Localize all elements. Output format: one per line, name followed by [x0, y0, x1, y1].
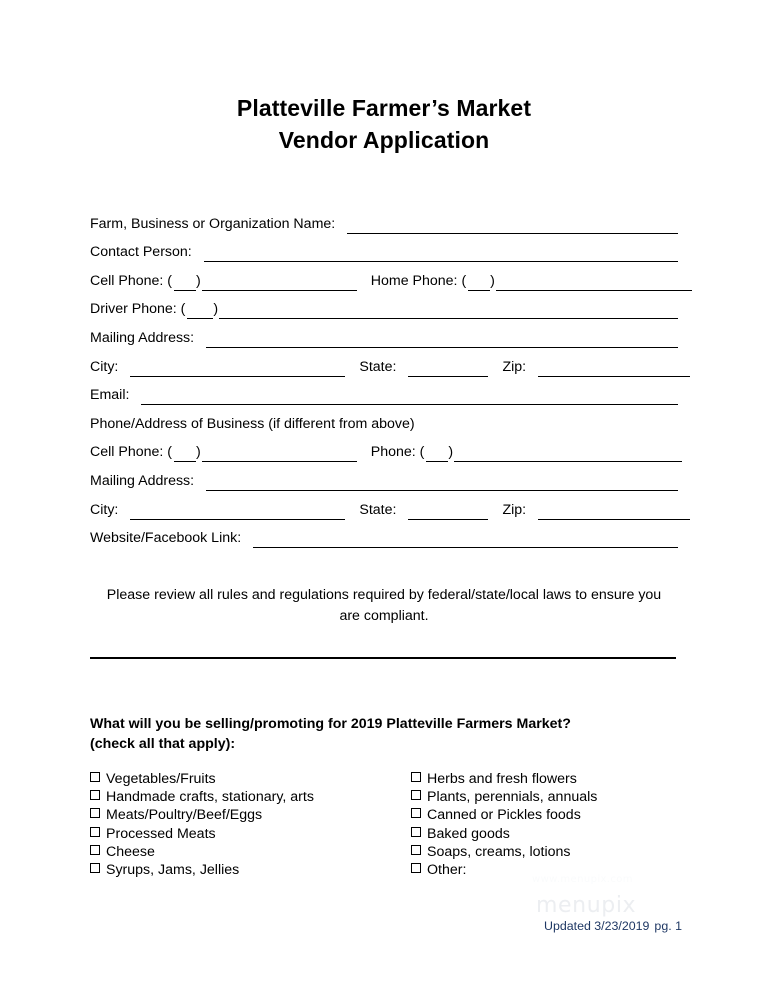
checkbox-label: Syrups, Jams, Jellies: [106, 861, 240, 878]
checkbox-icon[interactable]: [90, 863, 100, 873]
checkbox-label: Plants, perennials, annuals: [427, 789, 598, 806]
checkbox-item[interactable]: [411, 806, 678, 824]
checkbox-label: Other:: [427, 861, 467, 878]
label-business-phone-close-paren: ): [448, 444, 454, 461]
footer-note: [544, 918, 682, 934]
input-state[interactable]: [408, 362, 488, 377]
checkbox-item[interactable]: [90, 843, 384, 861]
checkbox-label: Meats/Poultry/Beef/Eggs: [106, 807, 263, 824]
input-website-facebook[interactable]: [253, 533, 678, 548]
checkbox-label: Cheese: [106, 843, 155, 860]
input-cell-phone[interactable]: [202, 276, 357, 291]
input-business-city[interactable]: [130, 505, 345, 520]
footer-updated-date: Updated 3/23/2019: [544, 919, 650, 933]
field-row-mailing-address: [90, 319, 678, 348]
checkbox-icon[interactable]: [90, 772, 100, 782]
label-home-phone: Home Phone: (: [370, 272, 467, 289]
label-email: Email:: [90, 387, 130, 404]
checkbox-icon[interactable]: [90, 790, 100, 800]
checkbox-item[interactable]: [90, 825, 384, 843]
label-driver-phone: Driver Phone: (: [90, 301, 186, 318]
input-business-phone-area-code[interactable]: [426, 447, 448, 462]
label-business-mailing-address: Mailing Address:: [90, 472, 195, 489]
checkbox-item[interactable]: [411, 843, 678, 861]
checkbox-icon[interactable]: [90, 827, 100, 837]
label-driver-phone-close-paren: ): [213, 301, 219, 318]
checkbox-icon[interactable]: [411, 808, 421, 818]
input-business-cell-area-code[interactable]: [174, 447, 196, 462]
page-title: [0, 92, 768, 156]
field-row-website-facebook: [90, 520, 678, 549]
field-row-organization-name: [90, 205, 678, 234]
checkbox-icon[interactable]: [90, 845, 100, 855]
label-cell-phone-close-paren: ): [196, 272, 201, 289]
checkbox-item[interactable]: [90, 770, 384, 788]
input-business-mailing-address[interactable]: [206, 476, 678, 491]
checkbox-item[interactable]: [411, 788, 678, 806]
input-home-phone-area-code[interactable]: [468, 276, 490, 291]
checkbox-item[interactable]: [411, 825, 678, 843]
field-row-cell-home-phone: [90, 262, 678, 291]
checkbox-icon[interactable]: [411, 863, 421, 873]
checkbox-label: Vegetables/Fruits: [106, 771, 216, 787]
label-home-phone-close-paren: ): [490, 272, 495, 289]
title-line-2: Vendor Application: [278, 127, 490, 153]
checkbox-label: Herbs and fresh flowers: [427, 771, 577, 787]
label-business-city: City:: [90, 501, 119, 518]
business-section-heading-text: Phone/Address of Business (if different from above): [90, 415, 415, 432]
input-organization-name[interactable]: [347, 219, 678, 234]
field-row-email: [90, 377, 678, 406]
input-business-zip[interactable]: [538, 505, 690, 520]
watermark-url: www.menupix.com: [532, 874, 633, 885]
section-divider: [90, 657, 676, 659]
label-organization-name: Farm, Business or Organization Name:: [90, 215, 336, 232]
input-city[interactable]: [130, 362, 345, 377]
checkbox-icon[interactable]: [90, 808, 100, 818]
input-driver-phone-area-code[interactable]: [187, 304, 213, 319]
input-business-cell-phone[interactable]: [202, 447, 357, 462]
field-row-contact-person: [90, 234, 678, 263]
checkbox-label: Soaps, creams, lotions: [427, 843, 571, 860]
checkbox-column-left: [90, 770, 384, 879]
input-zip[interactable]: [538, 362, 690, 377]
input-email[interactable]: [141, 390, 678, 405]
field-row-city-state-zip: [90, 348, 678, 377]
checkbox-label: Canned or Pickles foods: [427, 807, 581, 824]
checkbox-label: Baked goods: [427, 825, 510, 842]
footer-page-number: pg. 1: [654, 919, 682, 933]
checkbox-column-right: [384, 770, 678, 879]
label-website-facebook: Website/Facebook Link:: [90, 530, 242, 547]
checkbox-icon[interactable]: [411, 827, 421, 837]
label-zip: Zip:: [502, 358, 527, 375]
input-cell-phone-area-code[interactable]: [174, 276, 196, 291]
checkbox-icon[interactable]: [411, 772, 421, 782]
checkbox-item[interactable]: [90, 788, 384, 806]
checkbox-label: Handmade crafts, stationary, arts: [106, 789, 314, 806]
selling-question: What will you be selling/promoting for 2019 Platteville Farmers Market? (check all that apply):: [90, 716, 571, 752]
label-mailing-address: Mailing Address:: [90, 329, 195, 346]
form-fields: [90, 205, 678, 548]
input-driver-phone[interactable]: [219, 304, 678, 319]
label-business-cell-close-paren: ): [196, 444, 201, 461]
label-contact-person: Contact Person:: [90, 244, 192, 261]
input-business-state[interactable]: [408, 505, 488, 520]
checkbox-item[interactable]: [90, 861, 384, 879]
input-home-phone[interactable]: [496, 276, 692, 291]
watermark-brand: menupix: [536, 893, 637, 918]
checkbox-icon[interactable]: [411, 790, 421, 800]
label-business-cell-phone: Cell Phone: (: [90, 444, 173, 461]
compliance-notice: Please review all rules and regulations required by federal/state/local laws to ensure you are compliant.: [106, 587, 662, 624]
label-business-zip: Zip:: [502, 501, 527, 518]
field-row-business-mailing-address: [90, 462, 678, 491]
label-business-phone: Phone: (: [370, 444, 425, 461]
label-business-state: State:: [359, 501, 397, 518]
input-mailing-address[interactable]: [206, 333, 678, 348]
input-contact-person[interactable]: [204, 247, 678, 262]
checkbox-item[interactable]: [411, 770, 678, 788]
title-line-1: Platteville Farmer’s Market: [236, 95, 532, 121]
input-business-phone[interactable]: [454, 447, 682, 462]
field-row-business-cell-phone: [90, 434, 678, 463]
product-category-checkboxes: [90, 770, 678, 879]
checkbox-icon[interactable]: [411, 845, 421, 855]
field-row-business-city-state-zip: [90, 491, 678, 520]
field-row-driver-phone: [90, 291, 678, 320]
checkbox-item[interactable]: [90, 806, 384, 824]
label-state: State:: [359, 358, 397, 375]
checkbox-label: Processed Meats: [106, 825, 216, 842]
label-city: City:: [90, 358, 119, 375]
business-section-heading: [90, 405, 678, 434]
label-cell-phone: Cell Phone: (: [90, 272, 173, 289]
